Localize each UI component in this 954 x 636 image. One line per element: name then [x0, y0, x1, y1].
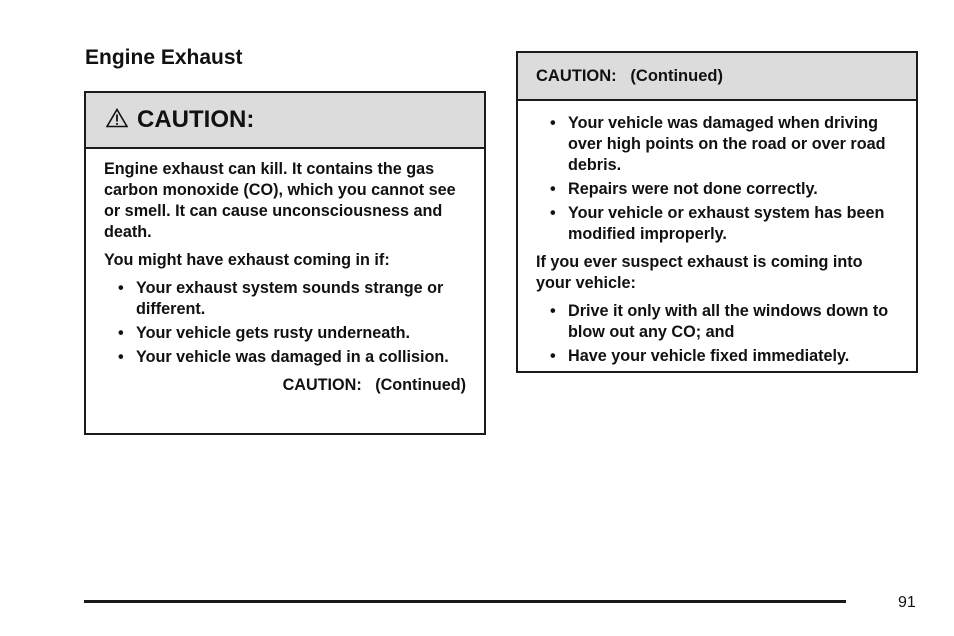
list-item: • Drive it only with all the windows down to blow out any CO; and: [550, 302, 889, 341]
list-item: • Have your vehicle fixed immediately.: [550, 347, 850, 365]
bullet-icon: •: [550, 180, 556, 198]
bullet-icon: •: [118, 348, 124, 366]
caution-paragraph: If you ever suspect exhaust is coming into your vehicle:: [536, 253, 863, 292]
list-item: • Your exhaust system sounds strange or different.: [118, 279, 444, 318]
caution-paragraph: You might have exhaust coming in if:: [104, 251, 390, 269]
bullet-icon: •: [550, 302, 556, 320]
section-title: Engine Exhaust: [85, 46, 243, 69]
caution-title: CAUTION:: [137, 106, 255, 133]
list-item: • Your vehicle was damaged in a collision.: [118, 348, 449, 366]
list-item: • Your vehicle gets rusty underneath.: [118, 324, 411, 342]
caution-paragraph: Engine exhaust can kill. It contains the gas carbon monoxide (CO), which you cannot see or smell. It can cause unconsciousness and death.: [104, 160, 456, 241]
caution-body-left: [86, 149, 484, 396]
bullet-list: [536, 113, 898, 245]
bullet-icon: •: [550, 204, 556, 222]
caution-continued-title: CAUTION: (Continued): [536, 66, 723, 85]
warning-triangle-icon: [106, 108, 128, 128]
footer-rule: [84, 600, 846, 603]
bullet-icon: •: [118, 324, 124, 342]
bullet-icon: •: [118, 279, 124, 297]
page-number: 91: [898, 594, 916, 611]
bullet-list: [104, 278, 466, 368]
caution-continued-header: [518, 53, 916, 101]
list-item: • Your vehicle or exhaust system has been modified improperly.: [550, 204, 885, 243]
bullet-icon: •: [550, 114, 556, 132]
caution-header: [86, 93, 484, 149]
list-item: • Your vehicle was damaged when driving over high points on the road or over road debris.: [550, 114, 886, 174]
bullet-icon: •: [550, 347, 556, 365]
caution-box-right: [516, 51, 918, 373]
list-item: • Repairs were not done correctly.: [550, 180, 818, 198]
caution-body-right: [518, 101, 916, 367]
bullet-list: [536, 301, 898, 367]
caution-box-left: [84, 91, 486, 435]
continued-label: CAUTION: (Continued): [282, 376, 466, 394]
